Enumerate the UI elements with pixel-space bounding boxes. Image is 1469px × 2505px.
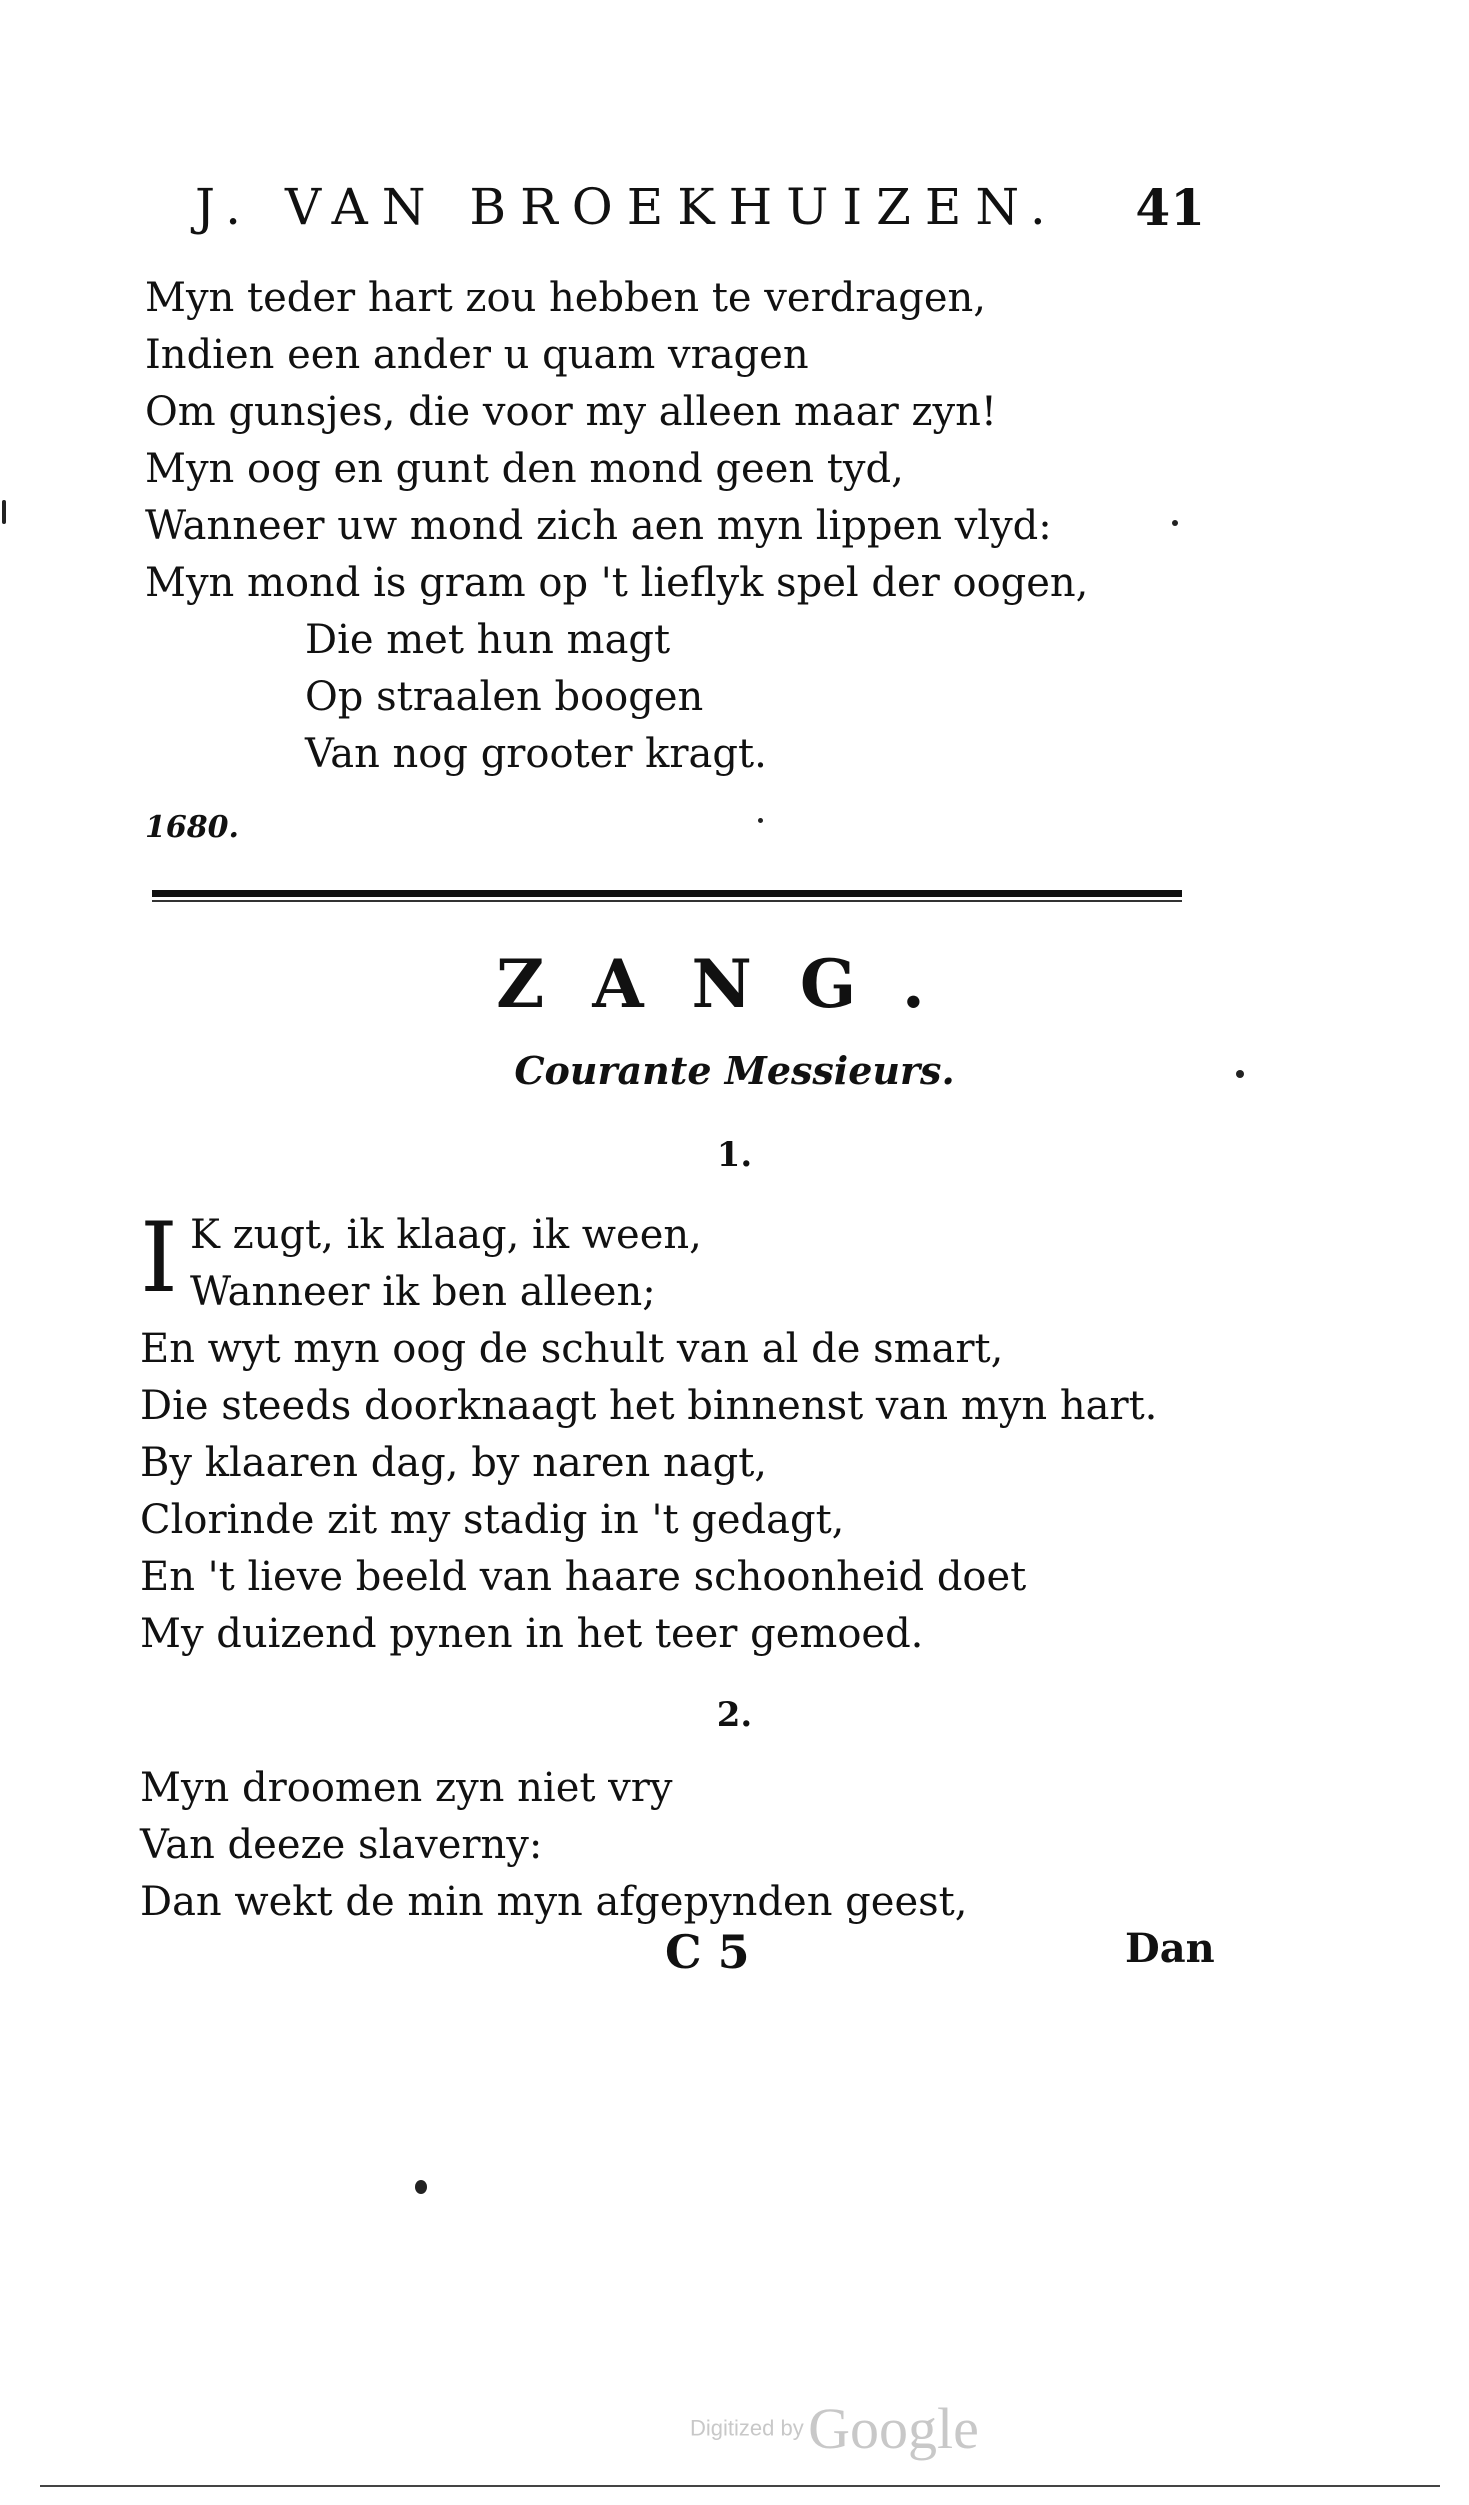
poem-line: Op straalen boogen [305,674,704,720]
ink-speck [415,2180,427,2194]
poem-line: Die steeds doorknaagt het binnenst van myn hart. [140,1383,1158,1429]
poem-line: K zugt, ik klaag, ik ween, [190,1212,702,1258]
poem-line: Myn oog en gunt den mond geen tyd, [145,446,904,492]
ink-speck [1172,520,1178,526]
poem-line: Myn teder hart zou hebben te verdragen, [145,275,987,321]
running-head-title: J. VAN BROEKHUIZEN. [195,178,1060,236]
poem-line: Om gunsjes, die voor my alleen maar zyn! [145,389,997,435]
poem-line: Indien een ander u quam vragen [145,332,809,378]
poem-line: By klaaren dag, by naren nagt, [140,1440,767,1486]
page-number: 41 [1135,178,1205,237]
signature-mark: C 5 [665,1925,750,1979]
poem-year: 1680. [145,810,239,845]
section-title: ZANG. [496,945,973,1023]
stanza-number: 1. [716,1135,753,1175]
poem-line: Myn droomen zyn niet vry [140,1765,673,1811]
poem-line: Dan wekt de min myn afgepynden geest, [140,1879,968,1925]
stanza-number: 2. [716,1695,753,1735]
poem-line: En wyt myn oog de schult van al de smart, [140,1326,1004,1372]
running-head [195,178,1205,248]
page-bottom-edge [40,2485,1440,2487]
poem-line: Wanneer ik ben alleen; [190,1269,656,1315]
section-divider [152,890,1182,897]
poem-line: En 't lieve beeld van haare schoonheid doet [140,1554,1027,1600]
poem-line: Van nog grooter kragt. [305,731,767,777]
poem-line: Wanneer uw mond zich aen myn lippen vlyd: [145,503,1052,549]
drop-cap-initial: I [140,1202,178,1314]
section-divider-thin [152,900,1182,902]
section-subtitle: Courante Messieurs. [514,1048,955,1093]
poem-line: Clorinde zit my stadig in 't gedagt, [140,1497,845,1543]
poem-line: My duizend pynen in het teer gemoed. [140,1611,924,1657]
catchword: Dan [1125,1925,1215,1972]
poem-line: Die met hun magt [305,617,671,663]
google-logo: Google [808,2396,979,2461]
poem-line: Myn mond is gram op 't lieflyk spel der oogen, [145,560,1089,606]
digitized-by-google-watermark [690,2395,979,2462]
ink-speck [2,500,6,524]
ink-speck [758,818,763,823]
watermark-prefix: Digitized by [690,2415,804,2441]
ink-speck [1236,1070,1244,1078]
poem-line: Van deeze slaverny: [140,1822,543,1868]
